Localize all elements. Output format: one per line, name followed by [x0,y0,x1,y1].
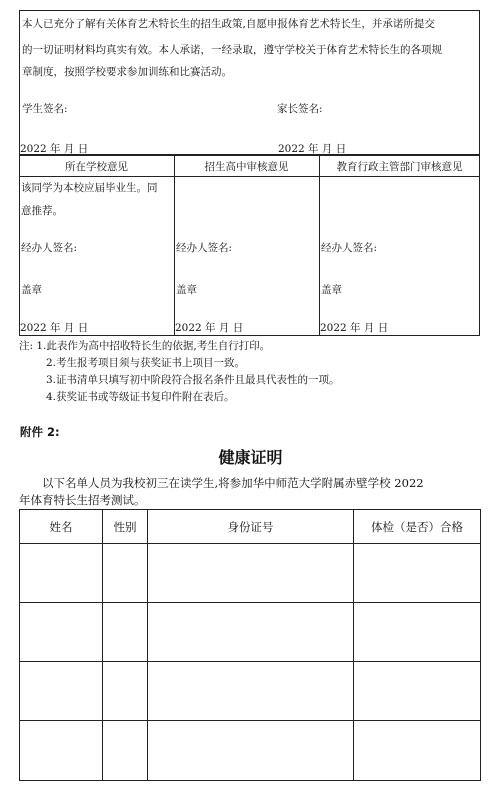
gender-cell[interactable] [103,603,148,662]
opinions-col-divider-2 [319,155,320,336]
school-opinion-date: 2022 年 月 日 [20,322,89,334]
table-header-row [20,510,481,544]
page-title: 健康证明 [218,448,283,467]
highschool-seal-label: 盖章 [176,284,197,296]
note-2: 2.考生报考项目须与获奖证书上项目一致。 [46,357,246,369]
bureau-handler-label: 经办人签名: [321,242,378,254]
column-header-id-number: 身份证号 [148,510,354,544]
opinions-header-divider [19,176,480,177]
name-cell[interactable] [20,544,103,603]
name-cell[interactable] [20,603,103,662]
column-header-name: 姓名 [20,510,103,544]
note-1: 注: 1.此表作为高中招收特长生的依据,考生自行打印。 [19,340,271,352]
bureau-opinion-date: 2022 年 月 日 [320,322,389,334]
id-number-cell[interactable] [148,721,354,781]
opinion-header-education-bureau: 教育行政主管部门审核意见 [336,161,463,173]
student-date: 2022 年 月 日 [20,143,89,155]
id-number-cell[interactable] [148,662,354,721]
id-number-cell[interactable] [148,544,354,603]
note-3: 3.证书清单只填写初中阶段符合报名条件且最具代表性的一项。 [46,374,340,386]
opinion-header-highschool: 招生高中审核意见 [204,161,289,173]
health-check-cell[interactable] [354,662,481,721]
school-opinion-text-1: 该同学为本校应届毕业生。同 [21,182,158,194]
health-check-cell[interactable] [354,721,481,781]
gender-cell[interactable] [103,544,148,603]
opinion-header-school: 所在学校意见 [65,161,128,173]
school-seal-label: 盖章 [21,284,42,296]
parent-date: 2022 年 月 日 [278,143,347,155]
table-row [20,662,481,721]
health-check-cell[interactable] [354,603,481,662]
gender-cell[interactable] [103,721,148,781]
gender-cell[interactable] [103,662,148,721]
name-cell[interactable] [20,662,103,721]
school-opinion-text-2: 意推荐。 [21,205,63,217]
intro-line-1: 以下名单人员为我校初三在读学生,将参加华中师范大学附属赤壁学校 2022 [42,476,424,490]
table-row [20,544,481,603]
parent-signature-label: 家长签名: [277,103,323,115]
intro-line-2: 年体育特长生招考测试。 [19,493,146,507]
declaration-box [19,10,480,155]
health-check-cell[interactable] [354,544,481,603]
opinions-col-divider-1 [174,155,175,336]
school-handler-label: 经办人签名: [21,242,78,254]
student-signature-label: 学生签名: [22,103,68,115]
health-certificate-table [19,509,481,781]
name-cell[interactable] [20,721,103,781]
column-header-gender: 性别 [103,510,148,544]
declaration-line-1: 本人已充分了解有关体育艺术特长生的招生政策,自愿申报体育艺术特长生，并承诺所提交 [22,18,435,30]
table-row [20,603,481,662]
highschool-opinion-date: 2022 年 月 日 [175,322,244,334]
highschool-handler-label: 经办人签名: [176,242,233,254]
note-4: 4.获奖证书或等级证书复印件附在表后。 [46,391,235,403]
attachment-label: 附件 2: [20,425,60,439]
column-header-health-check: 体检（是否）合格 [354,510,481,544]
bureau-seal-label: 盖章 [321,284,342,296]
table-row [20,721,481,781]
declaration-line-3: 章制度，按照学校要求参加训练和比赛活动。 [22,66,232,78]
id-number-cell[interactable] [148,603,354,662]
declaration-line-2: 的一切证明材料均真实有效。本人承诺，一经录取，遵守学校关于体育艺术特长生的各项规 [22,44,442,56]
